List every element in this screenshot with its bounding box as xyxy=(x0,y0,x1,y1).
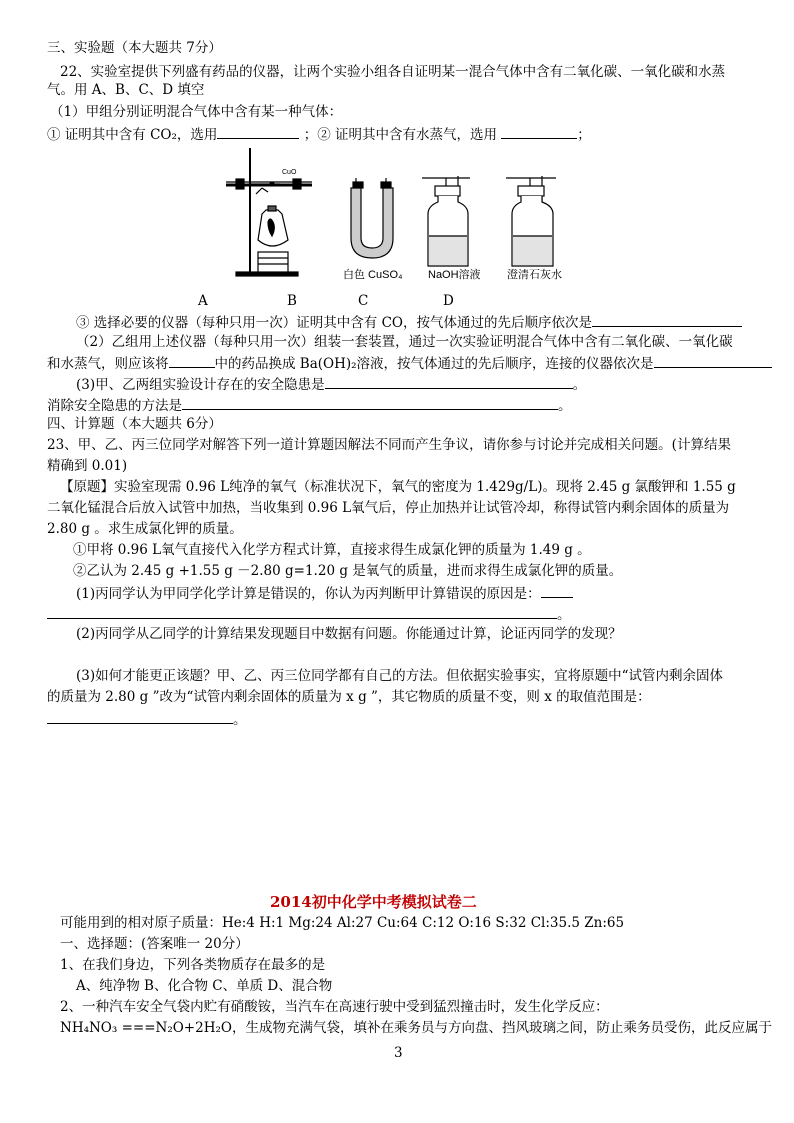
q22-part3b-text: 消除安全隐患的方法是 xyxy=(47,398,182,414)
q22-part3-text: (3)甲、乙两组实验设计存在的安全隐患是 xyxy=(76,377,325,393)
q23-part1 xyxy=(76,583,573,603)
q23-stem-line1: 23、甲、乙、丙三位同学对解答下列一道计算题因解法不同而产生争议，请你参与讨论并完成相关问题。(计算结果 xyxy=(47,437,731,453)
fig-letter-c: C xyxy=(358,293,369,309)
apparatus-b-u-tube xyxy=(351,178,393,258)
q22-part2-text-b: 中的药品换成 Ba(OH)₂溶液，按气体通过的先后顺序，连接的仪器依次是 xyxy=(214,356,654,372)
q22-part2-text-a: 和水蒸气，则应该将 xyxy=(47,356,169,372)
fig-cuo-label: CuO xyxy=(282,169,297,176)
q22-part1: （1）甲组分别证明混合气体中含有某一种气体： xyxy=(50,104,343,120)
q22-part3b-end: 。 xyxy=(558,398,572,414)
q22-part1c xyxy=(76,312,742,332)
apparatus-a xyxy=(226,148,312,276)
q22-part1b-end: ； xyxy=(577,127,591,143)
q23-part3-line2: 的质量为 2.80 g ”改为“试管内剩余固体的质量为 x g ”，其它物质的质量不变，则 x 的取值范围是： xyxy=(47,689,651,705)
q23-stem-line2: 精确到 0.01) xyxy=(47,458,128,474)
q22-part3-line1 xyxy=(76,374,586,394)
fig-c-label: NaOH溶液 xyxy=(428,269,481,281)
q22-part1a-text: ① 证明其中含有 CO₂，选用 xyxy=(47,127,218,143)
q23-original-line1: 【原题】实验室现需 0.96 L纯净的氧气（标准状况下，氧气的密度为 1.429g/L)。现将 2.45 g 氯酸钾和 1.55 g xyxy=(60,479,736,495)
q23-part1-end: 。 xyxy=(557,607,571,623)
answer-blank[interactable] xyxy=(325,374,573,389)
q23-original-line3: 2.80 g 。求生成氯化钾的质量。 xyxy=(47,521,243,537)
page-number: 3 xyxy=(394,1045,403,1061)
answer-blank[interactable] xyxy=(47,604,557,619)
answer-blank[interactable] xyxy=(47,709,233,724)
q23-part3-answer-line xyxy=(47,709,247,729)
atomic-masses: 可能用到的相对原子质量：He:4 H:1 Mg:24 Al:27 Cu:64 C:12 O:16 S:32 Cl:35.5 Zn:65 xyxy=(60,915,625,931)
answer-blank[interactable] xyxy=(592,312,742,327)
fig-b-label: 白色 CuSO₄ xyxy=(343,269,403,281)
q23-part3-end: 。 xyxy=(233,712,247,728)
fig-letter-d: D xyxy=(443,293,454,309)
answer-blank[interactable] xyxy=(501,124,577,139)
q2-stem-line1: 2、一种汽车安全气袋内贮有硝酸铵，当汽车在高速行驶中受到猛烈撞击时，发生化学反应： xyxy=(60,999,609,1015)
apparatus-figure xyxy=(0,140,794,280)
answer-blank[interactable] xyxy=(654,353,772,368)
q22-stem-line1: 22、实验室提供下列盛有药品的仪器，让两个实验小组各自证明某一混合气体中含有二氧化碳、一氧化碳和水蒸 xyxy=(60,64,726,80)
q22-part1b-text: ；② 证明其中含有水蒸气，选用 xyxy=(303,127,497,143)
q1-stem: 1、在我们身边，下列各类物质存在最多的是 xyxy=(60,957,326,973)
apparatus-d-bottle xyxy=(506,176,556,266)
apparatus-c-bottle xyxy=(422,176,470,266)
answer-blank[interactable] xyxy=(182,395,558,410)
q22-part3-end: 。 xyxy=(572,377,587,393)
q22-part1c-text: ③ 选择必要的仪器（每种只用一次）证明其中含有 CO，按气体通过的先后顺序依次是 xyxy=(76,315,592,331)
q23-part3-line1: (3)如何才能更正该题？甲、乙、丙三位同学都有自己的方法。但依据实验事实，宜将原题中“试管内剩余固体 xyxy=(76,668,724,684)
q22-stem-line2: 气。用 A、B、C、D 填空 xyxy=(47,82,205,98)
answer-blank[interactable] xyxy=(169,353,215,368)
q22-part3-line2 xyxy=(47,395,572,415)
fig-d-label: 澄清石灰水 xyxy=(507,269,562,281)
answer-blank[interactable] xyxy=(541,583,573,598)
q22-part2-line1: （2）乙组用上述仪器（每种只用一次）组装一套装置，通过一次实验证明混合气体中含有二氧化碳、一氧化碳 xyxy=(76,334,733,350)
section-4-header: 四、计算题（本大题共 6分） xyxy=(47,416,222,432)
section-3-header: 三、实验题（本大题共 7分） xyxy=(47,40,222,56)
q23-yi-method: ②乙认为 2.45 g +1.55 g －2.80 g=1.20 g 是氧气的质量，进而求得生成氯化钾的质量。 xyxy=(73,563,623,579)
answer-blank[interactable] xyxy=(217,124,299,139)
q2-stem-line2: NH₄NO₃ ===N₂O+2H₂O，生成物充满气袋，填补在乘务员与方向盘、挡风玻璃之间，防止乘务员受伤，此反应属于 xyxy=(60,1020,772,1036)
q1-options: A、纯净物 B、化合物 C、单质 D、混合物 xyxy=(76,978,333,994)
fig-letter-a: A xyxy=(198,293,208,309)
fig-letter-b: B xyxy=(287,293,297,309)
q23-part1-answer-line xyxy=(47,604,571,624)
section-1-header: 一、选择题：(答案唯一 20分） xyxy=(60,936,249,952)
q23-part1-text: (1)丙同学认为甲同学化学计算是错误的，你认为丙判断甲计算错误的原因是： xyxy=(76,586,541,602)
paper2-title: 2014初中化学中考模拟试卷二 xyxy=(270,893,477,911)
q23-jia-method: ①甲将 0.96 L氧气直接代入化学方程式计算，直接求得生成氯化钾的质量为 1.49 g 。 xyxy=(73,542,591,558)
q23-original-line2: 二氧化锰混合后放入试管中加热，当收集到 0.96 L氧气后，停止加热并让试管冷却，称得试管内剩余固体的质量为 xyxy=(47,500,730,516)
q22-part2-line2 xyxy=(47,353,772,373)
q23-part2: (2)丙同学从乙同学的计算结果发现题目中数据有问题。你能通过计算，论证丙同学的发现？ xyxy=(76,626,622,642)
